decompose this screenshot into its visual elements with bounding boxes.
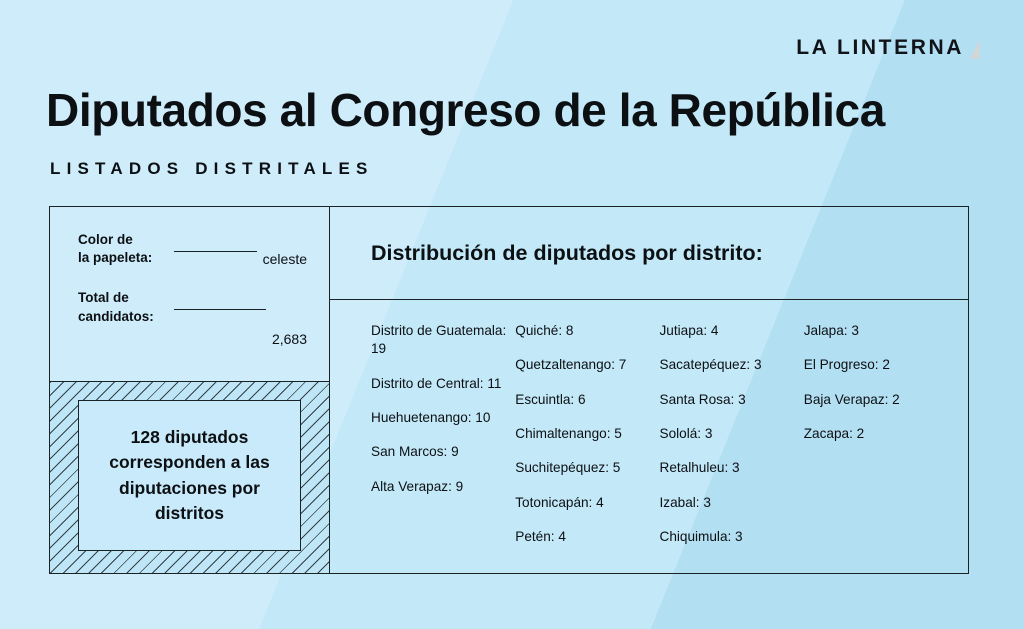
divider-line: [174, 251, 257, 252]
distribution-heading: Distribución de diputados por distrito:: [371, 240, 763, 265]
list-item: Retalhuleu: 3: [659, 460, 740, 476]
distribution-grid: [330, 300, 968, 573]
list-item: Baja Verapaz: 2: [803, 391, 900, 407]
list-item: Santa Rosa: 3: [659, 391, 746, 407]
hatched-panel: [50, 382, 329, 573]
brand-logo: [796, 36, 980, 60]
list-item: San Marcos: 9: [371, 444, 459, 460]
ballot-color-label-line1: Color de: [78, 232, 133, 247]
brand-name: LA LINTERNA: [796, 36, 964, 59]
ballot-meta-box: [50, 207, 329, 382]
list-item: Quetzaltenango: 7: [515, 357, 627, 373]
right-column: [330, 207, 968, 573]
distribution-column: [371, 322, 515, 573]
list-item: Jalapa: 3: [803, 323, 859, 338]
ballot-color-value: celeste: [262, 251, 307, 267]
total-candidates-row: [78, 289, 307, 347]
ballot-color-label-line2: la papeleta:: [78, 250, 153, 266]
total-candidates-value: 2,683: [271, 331, 307, 348]
divider-line: [174, 309, 266, 310]
list-item: Alta Verapaz: 9: [371, 478, 464, 494]
total-candidates-label-line2: candidatos:: [78, 308, 154, 324]
triangle-mark-icon: [969, 40, 980, 59]
list-item: El Progreso: 2: [803, 357, 890, 373]
callout-box: [78, 400, 301, 551]
ballot-color-label: [78, 231, 174, 267]
callout-text: 128 diputados corresponden a las diputaciones por distritos: [109, 426, 270, 523]
ballot-color-row: [78, 231, 307, 267]
list-item: Izabal: 3: [659, 494, 711, 510]
list-item: Quiché: 8: [515, 323, 574, 338]
list-item: Totonicapán: 4: [515, 494, 604, 510]
left-column: [50, 207, 330, 573]
list-item: Suchitepéquez: 5: [515, 460, 621, 476]
total-candidates-label: [78, 289, 174, 325]
list-item: Jutiapa: 4: [659, 323, 719, 338]
list-item: Huehuetenango: 10: [371, 410, 491, 426]
page-subtitle: LISTADOS DISTRITALES: [50, 159, 374, 178]
distribution-column: [660, 322, 804, 573]
list-item: Zacapa: 2: [803, 426, 865, 442]
page-title: Diputados al Congreso de la República: [46, 84, 885, 136]
distribution-column: [804, 322, 948, 573]
list-item: Sacatepéquez: 3: [659, 357, 762, 373]
list-item: Chiquimula: 3: [659, 529, 743, 545]
list-item: Escuintla: 6: [515, 391, 586, 407]
list-item: Sololá: 3: [659, 426, 713, 442]
list-item: Petén: 4: [515, 529, 566, 545]
list-item: Chimaltenango: 5: [515, 426, 622, 442]
list-item: Distrito de Guatemala: 19: [371, 323, 507, 357]
content-frame: [49, 206, 969, 574]
distribution-header: [330, 207, 968, 300]
distribution-column: [515, 322, 659, 573]
total-candidates-label-line1: Total de: [78, 290, 129, 306]
list-item: Distrito de Central: 11: [371, 375, 502, 391]
